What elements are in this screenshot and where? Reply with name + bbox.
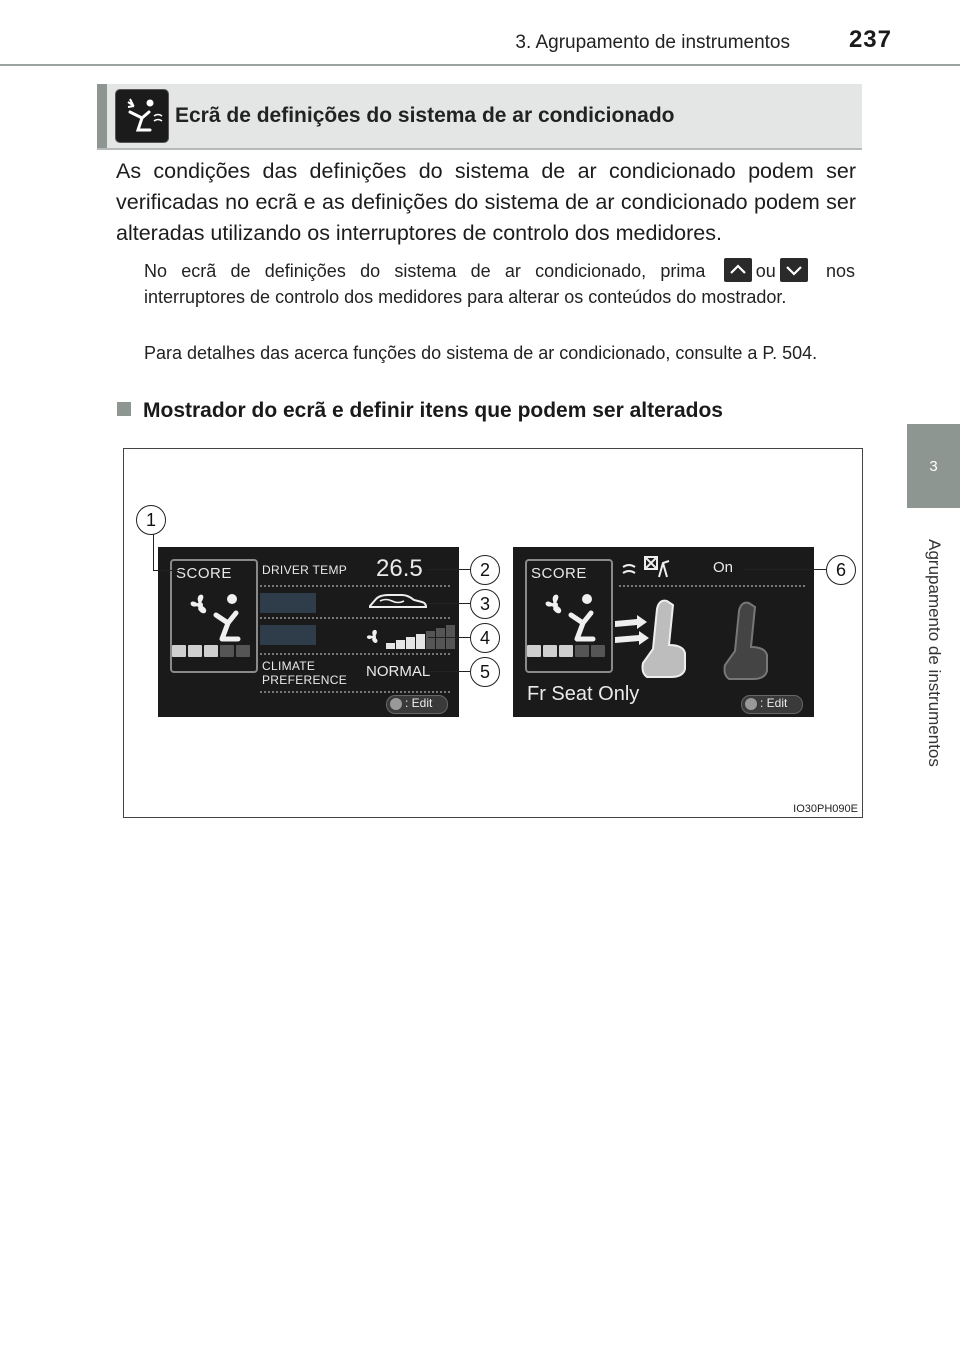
driver-temp-label: DRIVER TEMP xyxy=(262,563,348,577)
bullet-square-icon xyxy=(117,402,131,416)
figure-display-screens xyxy=(123,448,863,818)
score-segment xyxy=(204,645,218,657)
callout-leader-2 xyxy=(428,569,470,570)
score-meter xyxy=(527,645,607,657)
score-segment xyxy=(559,645,573,657)
instruction-text-start: No ecrã de definições do sistema de ar condicionado, prima xyxy=(144,261,706,281)
side-tab-number: 3 xyxy=(907,424,960,508)
callout-leader-1 xyxy=(153,531,154,570)
instruction-text-end: nos interruptores de controlo dos medidores para alterar os conteúdos do mostrador. xyxy=(144,261,855,307)
row-divider xyxy=(260,585,450,587)
climate-preference-value: NORMAL xyxy=(366,663,431,680)
score-segment xyxy=(236,645,250,657)
callout-3: 3 xyxy=(470,589,500,619)
instruction-paragraph xyxy=(144,258,855,310)
edit-label: : Edit xyxy=(760,696,788,710)
row-divider xyxy=(260,617,450,619)
fan-seat-icon xyxy=(541,589,601,645)
right-screen xyxy=(513,547,814,717)
car-airflow-icon xyxy=(366,591,428,613)
page-header xyxy=(0,0,960,66)
climate-preference-label-line1: CLIMATE xyxy=(262,659,316,673)
header-rule xyxy=(0,64,960,66)
down-button-icon xyxy=(780,258,808,282)
fan-seat-icon xyxy=(186,589,246,645)
callout-leader-5 xyxy=(428,671,470,672)
score-segment xyxy=(543,645,557,657)
seat-mode-label: Fr Seat Only xyxy=(527,683,640,705)
setting-bar xyxy=(260,625,316,645)
callout-leader-1 xyxy=(153,570,185,571)
climate-preference-label-line2: PREFERENCE xyxy=(262,673,348,687)
air-conditioning-seat-icon xyxy=(115,89,169,143)
fan-level-bar xyxy=(416,634,425,649)
score-segment xyxy=(188,645,202,657)
edit-label: : Edit xyxy=(405,696,433,710)
fan-icon xyxy=(364,627,384,647)
score-label: SCORE xyxy=(531,565,587,582)
driver-temp-value: 26.5 xyxy=(376,555,423,582)
fan-level-bar xyxy=(396,640,405,649)
setting-bar xyxy=(260,593,316,613)
section-heading xyxy=(97,84,862,150)
chapter-title: 3. Agrupamento de instrumentos xyxy=(515,32,790,53)
section-heading-bar xyxy=(97,84,107,148)
page-number: 237 xyxy=(848,26,892,53)
seat-airflow-icon xyxy=(619,555,675,581)
row-divider xyxy=(260,691,450,693)
score-meter xyxy=(172,645,252,657)
score-segment xyxy=(575,645,589,657)
callout-leader-4 xyxy=(428,637,470,638)
dial-icon xyxy=(745,698,757,710)
side-tab-label-text: Agrupamento de instrumentos xyxy=(924,539,944,767)
row-divider xyxy=(619,585,805,587)
reference-paragraph: Para detalhes das acerca funções do sistema de ar condicionado, consulte a P. 504. xyxy=(144,343,818,363)
up-button-icon xyxy=(724,258,752,282)
callout-leader-6 xyxy=(744,569,826,570)
callout-2: 2 xyxy=(470,555,500,585)
score-segment xyxy=(220,645,234,657)
fan-level-bar xyxy=(426,631,435,649)
side-tab-label xyxy=(907,508,960,808)
fan-level-bar xyxy=(386,643,395,649)
figure-code: IO30PH090E xyxy=(793,803,858,815)
left-screen xyxy=(158,547,459,717)
callout-5: 5 xyxy=(470,657,500,687)
dial-icon xyxy=(390,698,402,710)
score-segment xyxy=(172,645,186,657)
score-segment xyxy=(527,645,541,657)
seats-airflow-illustration xyxy=(613,589,809,693)
callout-leader-3 xyxy=(428,603,470,604)
seat-status-value: On xyxy=(713,559,734,576)
score-segment xyxy=(591,645,605,657)
fan-level-bar xyxy=(406,637,415,649)
callout-6: 6 xyxy=(826,555,856,585)
edit-hint xyxy=(386,695,448,714)
edit-hint xyxy=(741,695,803,714)
instruction-text-or: ou xyxy=(755,261,776,281)
section-title: Ecrã de definições do sistema de ar condicionado xyxy=(175,104,675,127)
row-divider xyxy=(260,653,450,655)
subheading-text: Mostrador do ecrã e definir itens que podem ser alterados xyxy=(143,399,723,422)
score-label: SCORE xyxy=(176,565,232,582)
callout-1: 1 xyxy=(136,505,166,535)
fan-level-bar xyxy=(436,628,445,649)
subheading xyxy=(117,399,723,423)
intro-paragraph: As condições das definições do sistema de ar condicionado podem ser verificadas no ecrã e as definições do sistema de ar condicionado podem ser alteradas utilizando os interruptores de controlo dos medidores. xyxy=(116,159,856,245)
callout-4: 4 xyxy=(470,623,500,653)
